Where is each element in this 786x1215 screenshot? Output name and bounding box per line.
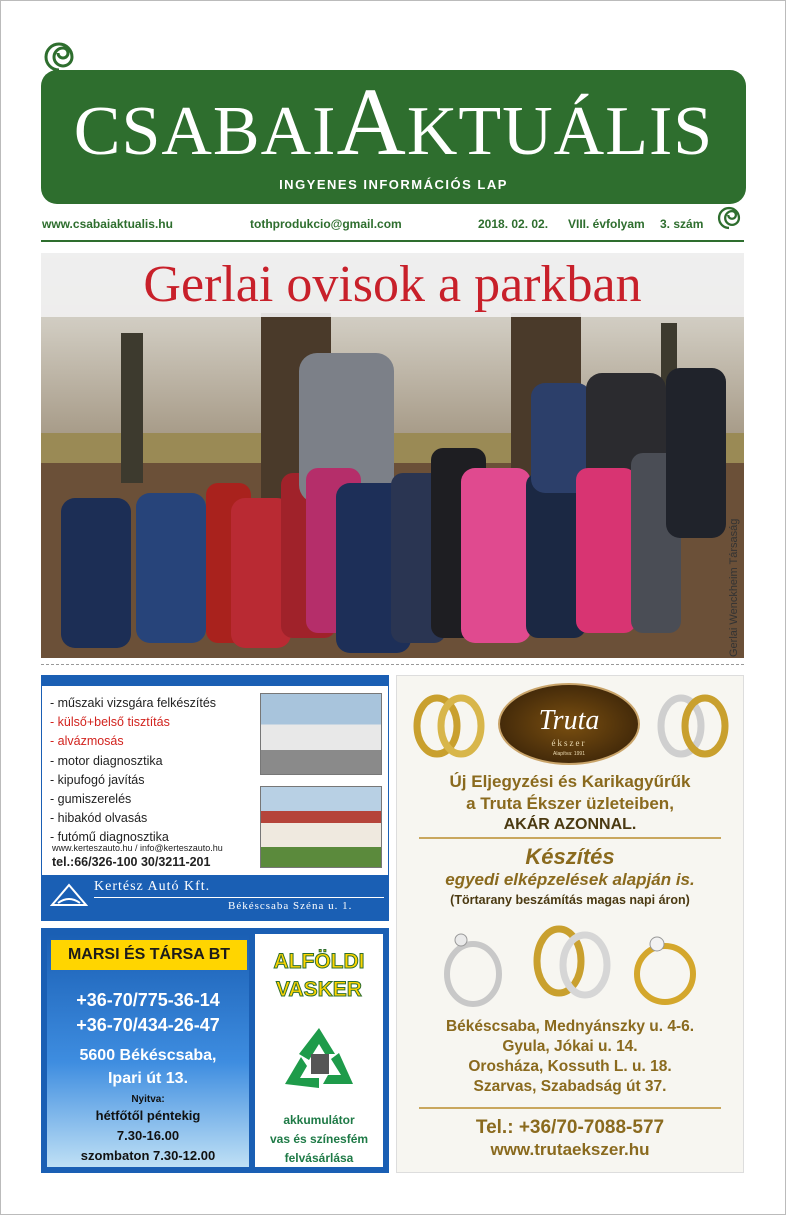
headline-title: Gerlai ovisok a parkban: [143, 256, 642, 313]
email-link[interactable]: tothprodukcio@gmail.com: [250, 217, 402, 231]
offer-line-1: akkumulátor: [283, 1113, 355, 1127]
truta-divider-2: [419, 1107, 721, 1109]
truta-tel[interactable]: Tel.: +36/70-7088-577: [475, 1117, 665, 1138]
service-item: - külső+belső tisztítás: [50, 715, 170, 730]
ad-marsi-vasker[interactable]: [41, 928, 389, 1173]
web-email[interactable]: www.kerteszauto.hu / info@kerteszauto.hu: [52, 843, 223, 853]
offer-line-2: vas és színesfém: [269, 1132, 369, 1146]
company-bar: [42, 875, 388, 920]
title-big-letter: A: [336, 68, 407, 175]
ring-pair-icon-right: [653, 688, 733, 760]
open-label: Nyitva:: [131, 1094, 165, 1105]
title-rest: KTUÁLIS: [406, 93, 714, 170]
masthead-subtitle: INGYENES INFORMÁCIÓS LAP: [279, 177, 508, 192]
header-divider: [41, 240, 744, 242]
company-underline: [94, 897, 384, 898]
alfoldi-panel: [255, 934, 383, 1167]
company-name: Kertész Autó Kft.: [94, 879, 211, 894]
recycle-icon: [279, 1024, 359, 1094]
issue-date: 2018. 02. 02.: [478, 217, 549, 231]
ring-gold-solitaire-icon: [627, 924, 707, 1006]
car-logo-icon: [50, 881, 88, 913]
shop-address: Szarvas, Szabadság út 37.: [473, 1078, 667, 1095]
ad-kertesz-auto[interactable]: [41, 675, 389, 921]
shop-address: Békéscsaba, Mednyánszky u. 4-6.: [445, 1018, 695, 1035]
service-item: - motor diagnosztika: [50, 753, 163, 768]
marsi-phone-1: +36-70/775-36-14: [76, 990, 220, 1010]
truta-line-3: AKÁR AZONNAL.: [503, 816, 637, 833]
alfoldi-offer: [255, 1111, 383, 1168]
masthead: [41, 70, 746, 204]
ring-gold-pair-icon: [527, 921, 617, 1001]
truta-divider-1: [419, 837, 721, 839]
marsi-panel: [47, 934, 249, 1167]
photo-credit: Gerlai Wenckheim Társaság: [728, 518, 740, 657]
headline-photo: [41, 253, 744, 658]
shop-address: Orosháza, Kossuth L. u. 18.: [468, 1058, 672, 1075]
service-item: - hibakód olvasás: [50, 811, 148, 826]
service-item: - gumiszerelés: [50, 792, 132, 807]
dashed-divider: [41, 664, 744, 665]
shop-address: Gyula, Jókai u. 14.: [502, 1038, 638, 1055]
truta-web[interactable]: www.trutaekszer.hu: [490, 1140, 650, 1159]
marsi-phone-2: +36-70/434-26-47: [76, 1015, 220, 1035]
open-weekdays-hours: 7.30-16.00: [116, 1128, 180, 1143]
title-prefix: CSABAI: [73, 93, 337, 170]
logo-name: Truta: [538, 705, 600, 736]
alfoldi-title-1: ALFÖLDI: [273, 950, 365, 973]
phone-numbers: tel.:66/326-100 30/3211-201: [52, 855, 211, 869]
service-item: - futómű diagnosztika: [50, 830, 169, 845]
volume-label: VIII. évfolyam: [568, 217, 645, 231]
truta-make-note: (Törtarany beszámítás magas napi áron): [450, 893, 690, 907]
service-list: [50, 694, 216, 848]
company-address: Békéscsaba Széna u. 1.: [228, 900, 353, 912]
website-link[interactable]: www.csabaiaktualis.hu: [42, 217, 173, 231]
service-item: - kipufogó javítás: [50, 772, 145, 787]
swirl-ornament-top-left: [42, 40, 76, 74]
open-saturday: szombaton 7.30-12.00: [80, 1148, 216, 1163]
issue-number: 3. szám: [660, 217, 704, 231]
ad-truta-ekszer[interactable]: [396, 675, 744, 1173]
offer-line-3: felvásárlása: [284, 1151, 354, 1165]
marsi-street: Ipari út 13.: [107, 1070, 189, 1087]
garage-photo: [260, 693, 382, 775]
marsi-city: 5600 Békéscsaba,: [79, 1047, 217, 1064]
truta-line-1: Új Eljegyzési és Karikagyűrűk: [449, 772, 691, 791]
ad-topbar: [42, 676, 388, 686]
open-weekdays: hétfőtől péntekig: [95, 1108, 201, 1123]
building-photo: [260, 786, 382, 868]
truta-make-sub: egyedi elképzelések alapján is.: [445, 870, 695, 889]
logo-sub: ékszer: [551, 738, 587, 748]
masthead-title: [41, 68, 746, 176]
ring-silver-icon: [437, 926, 512, 1008]
truta-logo: [498, 683, 640, 765]
service-item: - alvázmosás: [50, 734, 124, 749]
alfoldi-title-2: VASKER: [276, 978, 362, 1001]
service-item: - műszaki vizsgára felkészítés: [50, 696, 217, 710]
truta-make-title: Készítés: [525, 844, 615, 869]
children-group: [61, 353, 726, 653]
swirl-ornament-right: [716, 205, 742, 231]
ring-pair-icon-left: [409, 688, 489, 760]
marsi-company: MARSI ÉS TÁRSA BT: [51, 940, 247, 970]
logo-est: Alapítva: 1991: [553, 751, 585, 757]
truta-line-2: a Truta Ékszer üzleteiben,: [466, 794, 674, 813]
